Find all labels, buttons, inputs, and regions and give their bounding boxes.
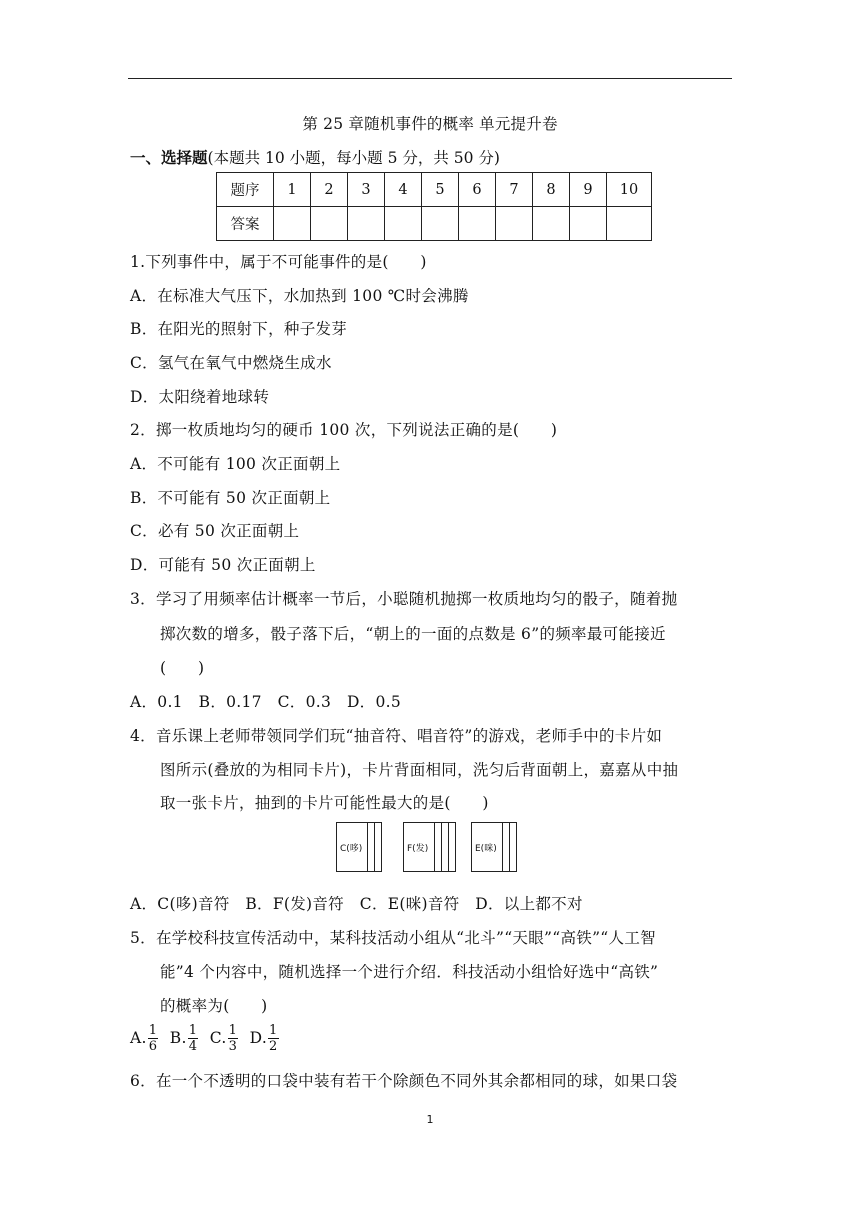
- card-figure: [336, 822, 526, 876]
- question-5-stem-line-3: 的概率为( ): [160, 997, 268, 1015]
- answer-table-number: 9: [570, 173, 607, 207]
- answer-cell[interactable]: [607, 207, 652, 241]
- question-5-options: [130, 1024, 280, 1053]
- q5-option-b: B. $\frac{1}{4}$: [169, 1023, 198, 1054]
- card-label-e: E(咪): [475, 844, 497, 854]
- question-1-option-b: B．在阳光的照射下，种子发芽: [130, 320, 348, 338]
- card-label-f: F(发): [407, 844, 429, 854]
- answer-table-number: 6: [459, 173, 496, 207]
- answer-cell[interactable]: [385, 207, 422, 241]
- question-5-stem-line-1: 5．在学校科技宣传活动中，某科技活动小组从“北斗”“天眼”“高铁”“人工智: [130, 929, 656, 947]
- question-3-stem-line-3: ( ): [160, 659, 205, 677]
- question-2-option-c: C．必有 50 次正面朝上: [130, 522, 300, 540]
- card-stack-e: [471, 822, 525, 874]
- answer-table-number: 1: [274, 173, 311, 207]
- question-4-stem-line-1: 4．音乐课上老师带领同学们玩“抽音符、唱音符”的游戏，老师手中的卡片如: [130, 727, 663, 745]
- answer-cell[interactable]: [570, 207, 607, 241]
- answer-cell[interactable]: [348, 207, 385, 241]
- card: [471, 822, 503, 872]
- q5-option-d: D. $\frac{1}{2}$: [249, 1023, 278, 1054]
- answer-table-answer-label: 答案: [217, 207, 274, 241]
- answer-table-number: 4: [385, 173, 422, 207]
- answer-table-number: 2: [311, 173, 348, 207]
- answer-cell[interactable]: [459, 207, 496, 241]
- answer-cell[interactable]: [274, 207, 311, 241]
- card: [336, 822, 368, 872]
- answer-cell[interactable]: [311, 207, 348, 241]
- answer-table-number: 5: [422, 173, 459, 207]
- answer-table-number: 7: [496, 173, 533, 207]
- section-heading: [130, 146, 500, 168]
- question-2-option-b: B．不可能有 50 次正面朝上: [130, 489, 331, 507]
- question-1-stem: 1.下列事件中，属于不可能事件的是( ): [130, 253, 427, 271]
- question-3-stem-line-1: 3．学习了用频率估计概率一节后，小聪随机抛掷一枚质地均匀的骰子，随着抛: [130, 590, 678, 608]
- answer-table-row-label: 题序: [217, 173, 274, 207]
- question-1-option-c: C．氢气在氧气中燃烧生成水: [130, 354, 332, 372]
- answer-cell[interactable]: [533, 207, 570, 241]
- question-3-options: A．0.1 B．0.17 C．0.3 D．0.5: [130, 693, 402, 711]
- answer-table-header-row: [217, 173, 652, 207]
- answer-cell[interactable]: [422, 207, 459, 241]
- question-4-options: A．C(哆)音符 B．F(发)音符 C．E(咪)音符 D．以上都不对: [130, 895, 583, 913]
- card-stack-f: [403, 822, 463, 874]
- question-4-stem-line-2: 图所示(叠放的为相同卡片)，卡片背面相同，洗匀后背面朝上，嘉嘉从中抽: [160, 761, 679, 779]
- question-3-stem-line-2: 掷次数的增多，骰子落下后，“朝上的一面的点数是 6”的频率最可能接近: [160, 625, 666, 643]
- q5-option-a: A. $\frac{1}{6}$: [130, 1023, 158, 1054]
- answer-cell[interactable]: [496, 207, 533, 241]
- card: [403, 822, 435, 872]
- question-2-option-a: A．不可能有 100 次正面朝上: [130, 455, 341, 473]
- answer-table-answer-row: [217, 207, 652, 241]
- section-note: (本题共 10 小题，每小题 5 分，共 50 分): [207, 149, 500, 167]
- question-1-option-d: D．太阳绕着地球转: [130, 388, 270, 406]
- question-1-option-a: A．在标准大气压下，水加热到 100 ℃时会沸腾: [130, 287, 469, 305]
- answer-table-number: 10: [607, 173, 652, 207]
- page-number: 1: [426, 1113, 434, 1126]
- card-stack-c: [336, 822, 388, 874]
- question-5-stem-line-2: 能”4 个内容中，随机选择一个进行介绍．科技活动小组恰好选中“高铁”: [160, 963, 659, 981]
- header-rule: [128, 78, 732, 79]
- question-6-stem-line-1: 6．在一个不透明的口袋中装有若干个除颜色不同外其余都相同的球，如果口袋: [130, 1072, 678, 1090]
- question-2-option-d: D．可能有 50 次正面朝上: [130, 556, 316, 574]
- answer-table-number: 3: [348, 173, 385, 207]
- question-4-stem-line-3: 取一张卡片，抽到的卡片可能性最大的是( ): [160, 794, 489, 812]
- question-2-stem: 2．掷一枚质地均匀的硬币 100 次，下列说法正确的是( ): [130, 421, 558, 439]
- card-label-c: C(哆): [340, 844, 363, 854]
- q5-option-c: C. $\frac{1}{3}$: [209, 1023, 238, 1054]
- page-title: 第 25 章随机事件的概率 单元提升卷: [302, 115, 558, 133]
- answer-table: [216, 172, 652, 241]
- section-label: 一、选择题: [130, 149, 208, 167]
- answer-table-number: 8: [533, 173, 570, 207]
